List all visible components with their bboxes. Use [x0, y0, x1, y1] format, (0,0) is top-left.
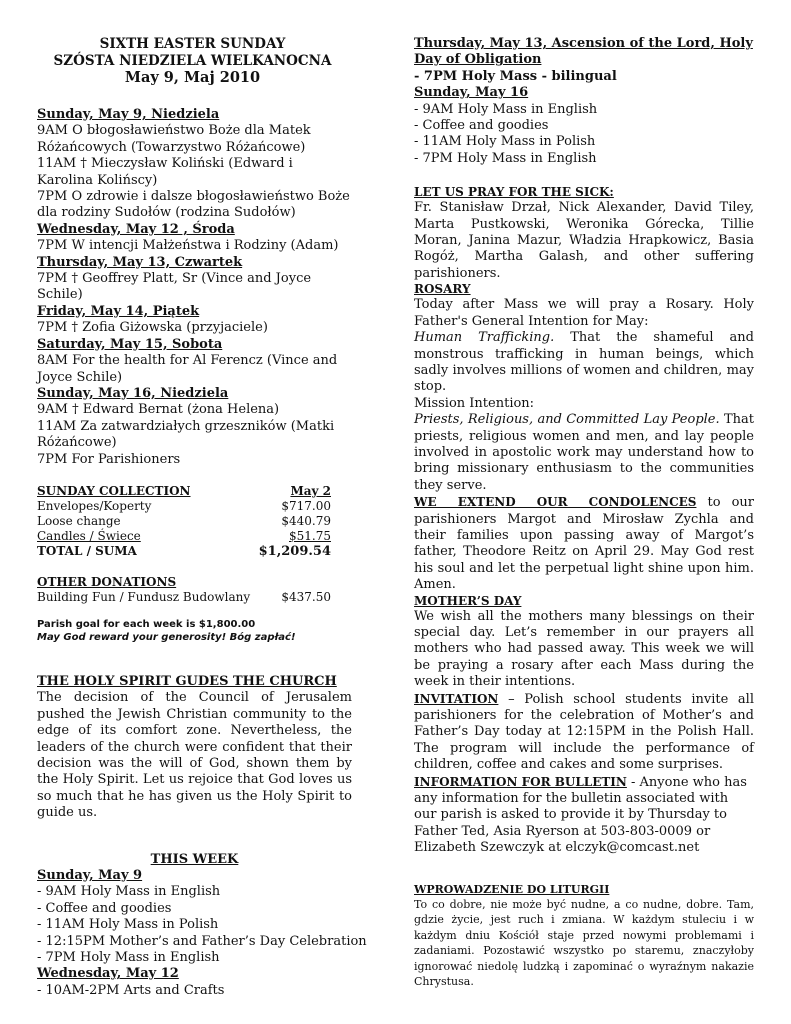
invitation-heading: INVITATION	[414, 691, 499, 706]
list-item: - Coffee and goodies	[37, 900, 172, 916]
schedule-intention: 7PM † Geoffrey Platt, Sr (Vince and Joyce Schile)	[37, 271, 312, 303]
schedule-intention: 7PM O zdrowie i dalsze błogosławieństwo Boże dla rodziny Sudołów (rodzina Sudołów)	[37, 189, 350, 221]
invitation-body: – Polish school students invite all parishioners for the celebration of Mother’s and Father’s Day today at 12:15PM in the Polish Hall. The program will include the performance of children, coffee and cakes and some surprises.	[414, 691, 754, 773]
collection-amount: $717.00	[281, 498, 331, 513]
list-item: - Coffee and goodies	[414, 118, 549, 134]
this-week-sunday-list	[37, 884, 367, 966]
schedule-intention: 7PM For Parishioners	[37, 451, 181, 467]
mothers-day-section	[414, 594, 754, 691]
collection-label: Envelopes/Koperty	[37, 498, 152, 513]
rosary-heading: ROSARY	[414, 282, 471, 297]
this-week-thursday-list	[414, 69, 754, 85]
holy-spirit-section	[37, 674, 352, 822]
bulletin-header	[33, 36, 352, 87]
donations-row	[37, 590, 331, 605]
left-column	[37, 36, 367, 999]
sick-section	[414, 185, 754, 282]
rosary-mission-intention	[414, 412, 754, 494]
this-week-sunday16-list	[414, 102, 754, 168]
list-item: - 10AM-2PM Arts and Crafts	[37, 982, 225, 998]
this-week-wednesday-label: Wednesday, May 12	[37, 966, 179, 982]
this-week-wednesday-list	[37, 983, 352, 999]
condolences-section	[414, 494, 754, 593]
schedule-day: Friday, May 14, Piątek	[37, 303, 200, 319]
list-item: - 11AM Holy Mass in Polish	[37, 917, 219, 933]
right-column	[414, 36, 754, 990]
this-week-continued	[414, 36, 754, 167]
invitation-paragraph	[414, 691, 754, 774]
collection-heading: SUNDAY COLLECTION	[37, 483, 191, 498]
donations-amount: $437.50	[281, 589, 331, 604]
header-date: May 9, Maj 2010	[124, 69, 261, 86]
schedule-intention: 7PM † Zofia Giżowska (przyjaciele)	[37, 320, 268, 336]
mission-intention-title: Priests, Religious, and Committed Lay People.	[414, 412, 720, 428]
list-item: - 11AM Holy Mass in Polish	[414, 134, 596, 150]
bulletin-info-section	[414, 774, 754, 857]
header-title-pl: SZÓSTA NIEDZIELA WIELKANOCNA	[53, 52, 332, 69]
rosary-intro: Today after Mass we will pray a Rosary. Holy Father's General Intention for May:	[414, 297, 754, 329]
mothers-day-body: We wish all the mothers many blessings on their special day. Let’s remember in our prayers all mothers who had passed away. This week we will be praying a rosary after each Mass during the week in their intentions.	[414, 608, 754, 690]
schedule-intention: 9AM † Edward Bernat (żona Helena)	[37, 402, 280, 418]
donations-heading: OTHER DONATIONS	[37, 574, 177, 589]
general-intention-title: Human Trafficking.	[414, 330, 555, 346]
holy-spirit-body: The decision of the Council of Jerusalem pushed the Jewish Christian community to the edge of its comfort zone. Nevertheless, the leaders of the church were confident that their decision was the will of God, shown them by the Holy Spirit. Let us rejoice that God loves us so much that he has given us the Holy Spirit to guide us.	[37, 690, 352, 821]
mass-schedule	[37, 107, 352, 468]
collection-label: Candles / Świece	[37, 528, 141, 543]
schedule-day: Sunday, May 16, Niedziela	[37, 385, 229, 401]
this-week-section	[37, 851, 367, 1000]
list-item: - 7PM Holy Mass in English	[414, 150, 597, 166]
mission-intention-text: That priests, religious women and men, and lay people involved in apostolic work may understand how to bring missionary enthusiasm to the communities they serve.	[414, 412, 754, 493]
header-title-en: SIXTH EASTER SUNDAY	[99, 36, 286, 52]
list-item: - 12:15PM Mother’s and Father’s Day Celebration	[37, 933, 367, 949]
list-item: - 9AM Holy Mass in English	[37, 884, 221, 900]
collection-amount: $51.75	[289, 528, 331, 543]
sick-heading: LET US PRAY FOR THE SICK:	[414, 185, 614, 200]
donations-label: Building Fun / Fundusz Budowlany	[37, 589, 251, 604]
liturgy-heading: WPROWADZENIE DO LITURGII	[414, 882, 610, 896]
holy-spirit-heading: THE HOLY SPIRIT GUDES THE CHURCH	[37, 673, 337, 689]
parish-goal: Parish goal for each week is $1,800.00	[37, 618, 256, 630]
list-item: - 7PM Holy Mass in English	[37, 950, 220, 966]
schedule-intention: 8AM For the health for Al Ferencz (Vince and Joyce Schile)	[37, 353, 338, 385]
liturgy-body: To co dobre, nie może być nudne, a co nudne, dobre. Tam, gdzie życie, jest ruch i zmiana. W każdym stuleciu i w każdym dniu Kościół staje przed nowymi problemami i zadaniami. Pozostawić wszystko po staremu, znaczyłoby ignorować niedolę ludzką i zapominać o wyraźnym nakazie Chrystusa.	[414, 897, 754, 989]
invitation-section	[414, 691, 754, 774]
schedule-intention: 7PM W intencji Małżeństwa i Rodziny (Adam)	[37, 238, 339, 254]
mothers-day-heading: MOTHER’S DAY	[414, 593, 522, 608]
bulletin-body: - Anyone who has any information for the bulletin associated with our parish is asked to provide it by Thursday to Father Ted, Asia Ryerson at 503-803-0009 or Elizabeth Szewczyk at elczyk@comcast.net	[414, 774, 747, 856]
general-intention-text: That the shameful and monstrous trafficking in human beings, which sadly involves millions of women and children, may stop.	[414, 330, 754, 395]
schedule-day: Sunday, May 9, Niedziela	[37, 107, 220, 122]
collection-total-label: TOTAL / SUMA	[37, 543, 137, 558]
condolences-heading: WE EXTEND OUR CONDOLENCES	[414, 495, 697, 510]
bulletin-paragraph	[414, 774, 754, 857]
mission-intention-label: Mission Intention:	[414, 395, 535, 411]
collection-label: Loose change	[37, 513, 121, 528]
other-donations	[37, 575, 352, 644]
schedule-day: Thursday, May 13, Czwartek	[37, 254, 243, 270]
this-week-sunday16-label: Sunday, May 16	[414, 85, 529, 101]
collection-total-amount: $1,209.54	[258, 543, 331, 559]
rosary-general-intention	[414, 330, 754, 396]
liturgy-section	[414, 883, 754, 990]
this-week-sunday-label: Sunday, May 9	[37, 868, 143, 883]
collection-amount: $440.79	[281, 513, 331, 528]
this-week-heading: THIS WEEK	[150, 851, 239, 867]
schedule-intention: 11AM Za zatwardziałych grzeszników (Matki Różańcowe)	[37, 418, 335, 451]
bulletin-heading: INFORMATION FOR BULLETIN	[414, 774, 627, 789]
sick-body: Fr. Stanisław Drzał, Nick Alexander, David Tiley, Marta Pustkowski, Weronika Górecka, Tillie Moran, Janina Mazur, Władzia Hrapkowicz, Basia Rogóż, Martha Galash, and other suffering parishioners.	[414, 200, 754, 281]
condolences-paragraph	[414, 494, 754, 593]
this-week-thursday-label: Thursday, May 13, Ascension of the Lord, Holy Day of Obligation	[414, 36, 753, 68]
list-item: - 9AM Holy Mass in English	[414, 101, 598, 117]
rosary-section	[414, 282, 754, 494]
condolences-body: to our parishioners Margot and Mirosław Zychla and their families upon passing away of Margot’s father, Theodore Reitz on April 29. May God rest his soul and let the perpetual light shine upon him. Amen.	[414, 495, 754, 593]
schedule-intention: 11AM † Mieczysław Koliński (Edward i Karolina Kolińscy)	[37, 156, 293, 188]
sunday-collection	[37, 484, 352, 559]
list-item: - 7PM Holy Mass - bilingual	[414, 68, 617, 84]
schedule-intention: 9AM O błogosławieństwo Boże dla Matek Różańcowych (Towarzystwo Różańcowe)	[37, 123, 311, 155]
schedule-day: Wednesday, May 12 , Środa	[37, 221, 235, 237]
schedule-day: Saturday, May 15, Sobota	[37, 336, 223, 352]
collection-date: May 2	[290, 483, 331, 498]
blessing-line: May God reward your generosity! Bóg zapłać!	[37, 631, 296, 643]
